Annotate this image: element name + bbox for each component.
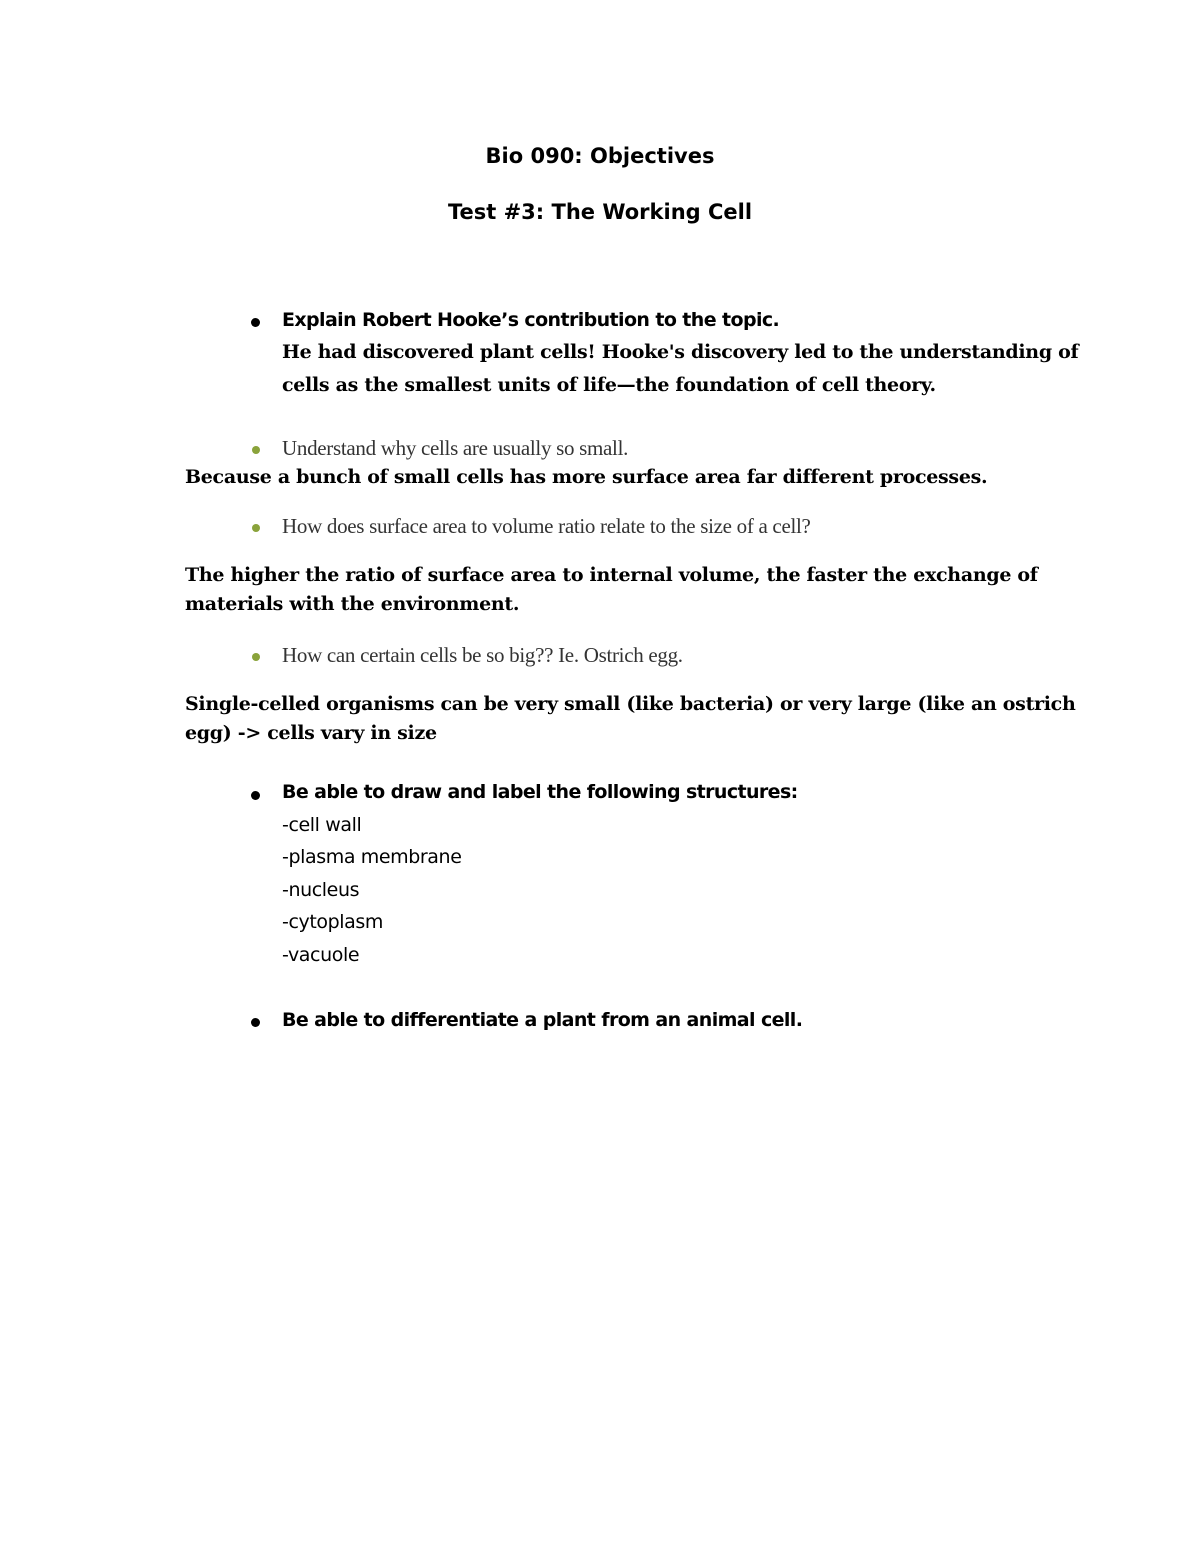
structure-item: -nucleus <box>282 879 360 901</box>
bullet-icon <box>252 446 260 454</box>
objective-4-answer-line-2: egg) -> cells vary in size <box>185 722 437 744</box>
objective-3-answer-line-1: The higher the ratio of surface area to internal volume, the faster the exchange of <box>185 564 1038 586</box>
objective-5-question: Be able to draw and label the following structures: <box>282 781 798 803</box>
structure-item: -cell wall <box>282 814 362 836</box>
document-subtitle: Test #3: The Working Cell <box>447 200 753 224</box>
objective-4-answer-line-1: Single-celled organisms can be very small (like bacteria) or very large (like an ostrich <box>185 693 1076 715</box>
objective-4-question: How can certain cells be so big?? Ie. Ostrich egg. <box>282 643 683 667</box>
objective-2-answer: Because a bunch of small cells has more surface area far different processes. <box>185 466 988 488</box>
bullet-icon <box>252 653 260 661</box>
objective-2-question: Understand why cells are usually so small. <box>282 436 629 460</box>
bullet-icon <box>251 791 260 800</box>
objective-1-answer-line-2: cells as the smallest units of life—the foundation of cell theory. <box>282 374 936 396</box>
structure-item: -vacuole <box>282 944 360 966</box>
bullet-icon <box>252 524 260 532</box>
bullet-icon <box>251 1018 260 1027</box>
structure-item: -cytoplasm <box>282 911 384 933</box>
objective-1-question: Explain Robert Hooke’s contribution to the topic. <box>282 309 780 331</box>
objective-6-question: Be able to differentiate a plant from an animal cell. <box>282 1009 803 1031</box>
structure-item: -plasma membrane <box>282 846 462 868</box>
bullet-icon <box>251 318 260 327</box>
objective-3-answer-line-2: materials with the environment. <box>185 593 520 615</box>
objective-1-answer-line-1: He had discovered plant cells! Hooke's discovery led to the understanding of <box>282 341 1079 363</box>
document-title: Bio 090: Objectives <box>485 144 715 168</box>
objective-3-question: How does surface area to volume ratio relate to the size of a cell? <box>282 514 811 538</box>
